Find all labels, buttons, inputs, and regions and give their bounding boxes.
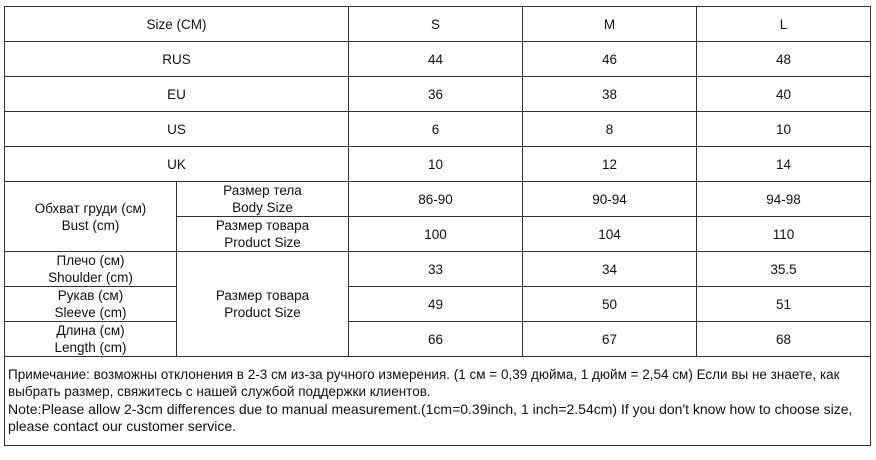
table-cell: 48 bbox=[697, 42, 871, 77]
table-cell: 51 bbox=[697, 287, 871, 322]
size-header-m: M bbox=[523, 7, 697, 42]
note-cell bbox=[5, 357, 871, 446]
row-label-rus: RUS bbox=[5, 42, 349, 77]
length-label-en: Length (cm) bbox=[54, 340, 127, 355]
table-cell: 94-98 bbox=[697, 182, 871, 217]
table-cell: 104 bbox=[523, 217, 697, 252]
table-cell: 90-94 bbox=[523, 182, 697, 217]
table-cell: 35.5 bbox=[697, 252, 871, 287]
table-row bbox=[5, 252, 871, 287]
table-row bbox=[5, 287, 871, 322]
row-label-uk: UK bbox=[5, 147, 349, 182]
table-row bbox=[5, 77, 871, 112]
bust-label-en: Bust (cm) bbox=[61, 217, 120, 233]
bust-label bbox=[5, 182, 177, 252]
table-cell: 100 bbox=[349, 217, 523, 252]
table-cell: 67 bbox=[523, 322, 697, 357]
row-label-us: US bbox=[5, 112, 349, 147]
table-cell: 10 bbox=[697, 112, 871, 147]
size-header-label: Size (CM) bbox=[5, 7, 349, 42]
note-row bbox=[5, 357, 871, 446]
sleeve-label-en: Sleeve (cm) bbox=[54, 305, 127, 320]
sleeve-label bbox=[5, 287, 177, 322]
shoulder-label-ru: Плечо (см) bbox=[56, 253, 125, 268]
body-size-label-en: Body Size bbox=[232, 200, 293, 215]
shoulder-label-en: Shoulder (cm) bbox=[48, 270, 133, 285]
body-size-label-ru: Размер тела bbox=[223, 183, 302, 198]
table-row bbox=[5, 42, 871, 77]
table-cell: 110 bbox=[697, 217, 871, 252]
length-label bbox=[5, 322, 177, 357]
table-cell: 50 bbox=[523, 287, 697, 322]
table-row bbox=[5, 182, 871, 217]
table-row bbox=[5, 322, 871, 357]
table-cell: 46 bbox=[523, 42, 697, 77]
product-size-label-ru: Размер товара bbox=[215, 218, 310, 233]
table-cell: 6 bbox=[349, 112, 523, 147]
table-cell: 34 bbox=[523, 252, 697, 287]
product-size-label bbox=[177, 217, 349, 252]
shoulder-label bbox=[5, 252, 177, 287]
garment-product-size-label bbox=[177, 252, 349, 357]
table-cell: 66 bbox=[349, 322, 523, 357]
note-text-ru: Примечание: возможны отклонения в 2-3 см из-за ручного измерения. (1 см = 0,39 дюйма, 1 дюйм = 2,54 см) Если вы не знаете, как выбрать размер, свяжитесь с нашей службой поддержки клиентов. bbox=[8, 366, 840, 399]
garment-product-size-ru: Размер товара bbox=[215, 288, 310, 303]
product-size-label-en: Product Size bbox=[224, 235, 301, 250]
table-row bbox=[5, 147, 871, 182]
table-cell: 33 bbox=[349, 252, 523, 287]
body-size-label bbox=[177, 182, 349, 217]
row-label-eu: EU bbox=[5, 77, 349, 112]
table-cell: 68 bbox=[697, 322, 871, 357]
table-cell: 86-90 bbox=[349, 182, 523, 217]
table-cell: 14 bbox=[697, 147, 871, 182]
table-cell: 38 bbox=[523, 77, 697, 112]
table-cell: 36 bbox=[349, 77, 523, 112]
table-cell: 12 bbox=[523, 147, 697, 182]
table-cell: 44 bbox=[349, 42, 523, 77]
table-cell: 49 bbox=[349, 287, 523, 322]
garment-product-size-en: Product Size bbox=[224, 305, 301, 320]
table-cell: 40 bbox=[697, 77, 871, 112]
length-label-ru: Длина (см) bbox=[56, 323, 125, 338]
table-cell: 10 bbox=[349, 147, 523, 182]
sleeve-label-ru: Рукав (см) bbox=[57, 288, 124, 303]
table-row bbox=[5, 112, 871, 147]
size-chart-table bbox=[4, 6, 871, 446]
size-header-l: L bbox=[697, 7, 871, 42]
table-cell: 8 bbox=[523, 112, 697, 147]
bust-label-ru: Обхват груди (см) bbox=[34, 200, 147, 216]
note-text-en: Note:Please allow 2-3cm differences due to manual measurement.(1cm=0.39inch, 1 inch=2.54cm) If you don't know how to choose size, please contact our customer service. bbox=[8, 400, 853, 434]
header-row bbox=[5, 7, 871, 42]
size-header-s: S bbox=[349, 7, 523, 42]
